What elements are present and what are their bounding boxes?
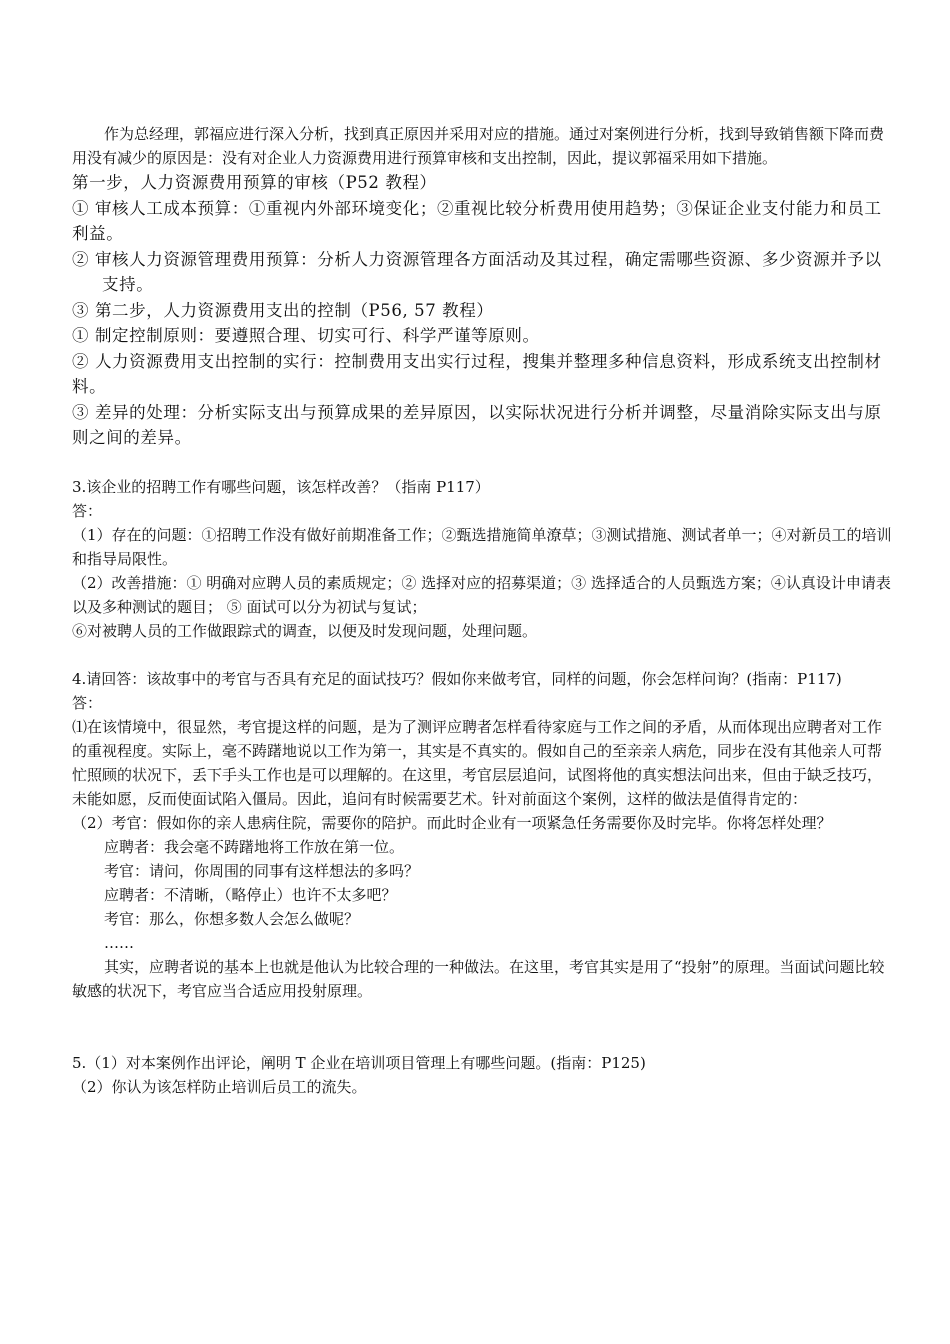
question-5-part-2: （2）你认为该怎样防止培训后员工的流失。 — [72, 1077, 367, 1096]
step-item: ① 制定控制原则：要遵照合理、切实可行、科学严谨等原则。 — [72, 326, 540, 345]
step-item: ③ 差异的处理：分析实际支出与预算成果的差异原因，以实际状况进行分析并调整，尽量消除实际支出与原则之间的差异。 — [72, 402, 882, 447]
question-5: 5.（1）对本案例作出评论，阐明 T 企业在培训项目管理上有哪些问题。(指南：P125) — [72, 1053, 646, 1072]
answer-label: 答： — [72, 501, 103, 520]
q3-improvement-6: ⑥对被聘人员的工作做跟踪式的调查，以便及时发现问题，处理问题。 — [72, 621, 538, 640]
dialogue-line: 考官：请问，你周围的同事有这样想法的多吗？ — [104, 861, 420, 880]
dialogue-line: 应聘者：不清晰，（略停止）也许不太多吧？ — [104, 885, 397, 904]
step-item: ② 人力资源费用支出控制的实行：控制费用支出实行过程，搜集并整理多种信息资料，形成系统支出控制材料。 — [72, 351, 882, 396]
answer-label: 答： — [72, 693, 103, 712]
dialogue-line: 应聘者：我会毫不踌躇地将工作放在第一位。 — [104, 837, 405, 856]
q4-scenario: （2）考官：假如你的亲人患病住院，需要你的陪护。而此时企业有一项紧急任务需要你及时完毕。你将怎样处理？ — [72, 813, 832, 832]
q4-conclusion: 其实，应聘者说的基本上也就是他认为比较合理的一种做法。在这里，考官其实是用了“投射”的原理。当面试问题比较敏感的状况下，考官应当合适应用投射原理。 — [72, 957, 885, 1000]
step-heading-2: ③ 第二步，人力资源费用支出的控制（P56, 57 教程） — [72, 300, 494, 320]
step-item: ① 审核人工成本预算：①重视内外部环境变化；②重视比较分析费用使用趋势；③保证企业支付能力和员工利益。 — [72, 198, 882, 243]
q3-improvements: （2）改善措施：① 明确对应聘人员的素质规定；② 选择对应的招募渠道；③ 选择适合的人员甄选方案；④认真设计申请表以及多种测试的题目； ⑤ 面试可以分为初试与复试； — [72, 573, 891, 616]
question-3: 3.该企业的招聘工作有哪些问题，该怎样改善？（指南 P117） — [72, 477, 490, 496]
q4-analysis: ⑴在该情境中，很显然，考官提这样的问题，是为了测评应聘者怎样看待家庭与工作之间的矛盾，从而体现出应聘者对工作的重视程度。实际上，毫不踌躇地说以工作为第一，其实是不真实的。假如自己的至亲亲人病危，同步在没有其他亲人可帮忙照顾的状况下，丢下手头工作也是可以理解的。在这里，考官层层追问，试图将他的真实想法问出来，但由于缺乏技巧，未能如愿，反而使面试陷入僵局。因此，追问有时候需要艺术。针对前面这个案例，这样的做法是值得肯定的： — [72, 717, 883, 808]
step-item: ② 审核人力资源管理费用预算：分析人力资源管理各方面活动及其过程，确定需哪些资源、多少资源并予以支持。 — [72, 249, 882, 294]
step-heading-1: 第一步，人力资源费用预算的审核（P52 教程） — [72, 173, 437, 192]
question-4: 4.请回答：该故事中的考官与否具有充足的面试技巧？假如你来做考官，同样的问题，你会怎样问询？(指南：P117) — [72, 669, 842, 688]
dialogue-ellipsis: …… — [104, 933, 134, 952]
dialogue-line: 考官：那么，你想多数人会怎么做呢？ — [104, 909, 360, 928]
document-page — [72, 122, 894, 1099]
q3-problems: （1）存在的问题：①招聘工作没有做好前期准备工作；②甄选措施简单潦草；③测试措施、测试者单一；④对新员工的培训和指导局限性。 — [72, 525, 892, 568]
intro-paragraph: 作为总经理，郭福应进行深入分析，找到真正原因并采用对应的措施。通过对案例进行分析，找到导致销售额下降而费用没有减少的原因是：没有对企业人力资源费用进行预算审核和支出控制，因此，提议郭福采用如下措施。 — [72, 125, 885, 167]
